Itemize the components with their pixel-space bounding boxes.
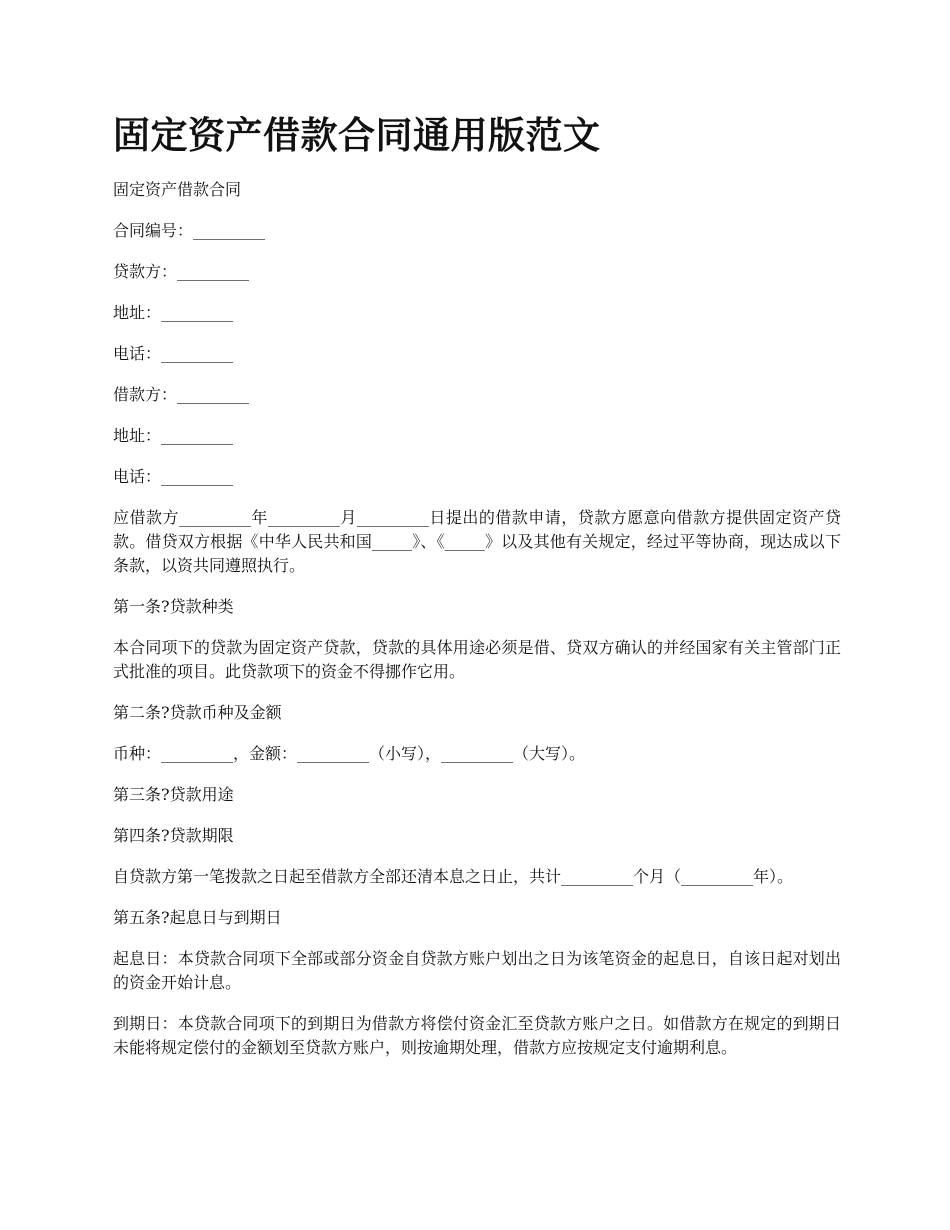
- article-5-heading: 第五条?起息日与到期日: [113, 908, 282, 927]
- lender-address-field: 地址：_________: [113, 303, 234, 322]
- lender-field: 贷款方：_________: [113, 262, 250, 281]
- lender-phone-field: 电话：_________: [113, 344, 234, 363]
- article-4-body: 自贷款方第一笔拨款之日起至借款方全部还清本息之日止，共计_________个月（_________年）。: [113, 867, 794, 886]
- borrower-address-field: 地址：_________: [113, 426, 234, 445]
- article-1-heading: 第一条?贷款种类: [113, 597, 234, 616]
- preamble-paragraph: 应借款方_________年_________月_________日提出的借款申请，贷款方愿意向借款方提供固定资产贷款。借贷双方根据《中华人民共和国_____》、《_____》以及其他有关规定，经过平等协商，现达成以下条款，以资共同遵照执行。: [113, 508, 841, 575]
- document-page: [113, 112, 841, 1077]
- article-2-heading: 第二条?贷款币种及金额: [113, 703, 282, 722]
- borrower-phone-field: 电话：_________: [113, 467, 234, 486]
- article-3-heading: 第三条?贷款用途: [113, 785, 234, 804]
- borrower-field: 借款方：_________: [113, 385, 250, 404]
- article-4-heading: 第四条?贷款期限: [113, 826, 234, 845]
- article-2-body: 币种：_________，金额：_________（小写），_________（大写）。: [113, 744, 586, 763]
- contract-number-field: 合同编号：_________: [113, 221, 266, 240]
- article-1-body: 本合同项下的贷款为固定资产贷款，贷款的具体用途必须是借、贷双方确认的并经国家有关主管部门正式批准的项目。此贷款项下的资金不得挪作它用。: [113, 638, 841, 681]
- contract-heading: 固定资产借款合同: [113, 180, 242, 199]
- article-5-maturity-date: 到期日：本贷款合同项下的到期日为借款方将偿付资金汇至贷款方账户之日。如借款方在规定的到期日未能将规定偿付的金额划至贷款方账户，则按逾期处理，借款方应按规定支付逾期利息。: [113, 1014, 841, 1057]
- article-5-value-date: 起息日：本贷款合同项下全部或部分资金自贷款方账户划出之日为该笔资金的起息日，自该日起对划出的资金开始计息。: [113, 949, 841, 992]
- document-title: 固定资产借款合同通用版范文: [113, 114, 601, 157]
